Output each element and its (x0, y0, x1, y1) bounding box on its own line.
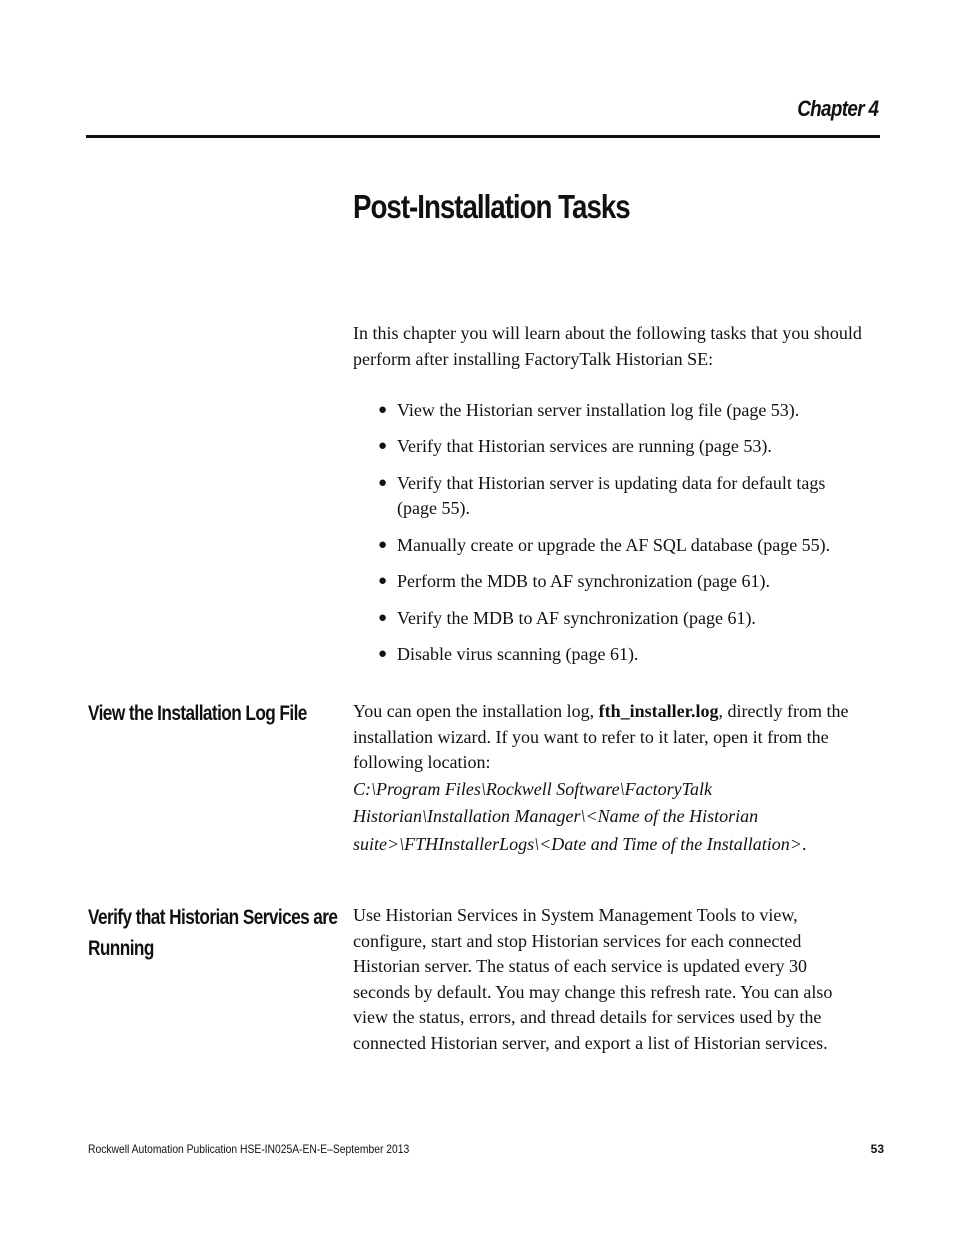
list-item (378, 434, 868, 460)
task-text: Verify that Historian services are running (page 53). (397, 436, 772, 457)
task-text: Manually create or upgrade the AF SQL database (page 55). (397, 534, 831, 555)
bullet-icon: ● (378, 438, 388, 455)
task-text: Disable virus scanning (page 61). (397, 643, 639, 664)
task-text: Verify the MDB to AF synchronization (page 61). (397, 607, 756, 628)
section-body-services: Use Historian Services in System Management Tools to view, configure, start and stop Historian services for each connected Historian server. The status of each service is updated every 30 seconds by default. You may change this refresh rate. You can also view the status, errors, and thread details for services used by the connected Historian server, and export a list of Historian services. (353, 905, 833, 1053)
footer-publication: Rockwell Automation Publication HSE-IN025A-EN-E–September 2013 (88, 1142, 410, 1156)
task-text: Perform the MDB to AF synchronization (page 61). (397, 571, 770, 592)
bullet-icon: ● (378, 573, 388, 590)
page-number: 53 (870, 1142, 884, 1156)
chapter-rule (86, 135, 880, 138)
log-text-before: You can open the installation log, (353, 701, 599, 721)
intro-paragraph: In this chapter you will learn about the following tasks that you should perform after installing FactoryTalk Historian SE: (353, 323, 862, 369)
task-text: View the Historian server installation log file (page 53). (397, 400, 800, 420)
list-item (378, 533, 868, 559)
log-filename: fth_installer.log (598, 701, 719, 721)
section-heading-services: Verify that Historian Services are Running (88, 906, 338, 960)
bullet-icon: ● (378, 609, 388, 626)
bullet-icon: ● (378, 645, 388, 662)
bullet-icon: ● (378, 402, 388, 418)
list-item (378, 569, 868, 595)
section-body-log-file (353, 699, 863, 858)
page-title: Post-Installation Tasks (353, 188, 630, 225)
bullet-icon: ● (378, 474, 388, 491)
task-list (378, 398, 868, 678)
section-heading-log-file: View the Installation Log File (88, 702, 307, 725)
chapter-label: Chapter 4 (796, 96, 878, 121)
task-text: Verify that Historian server is updating data for default tags (page 55). (397, 472, 826, 519)
bullet-icon: ● (378, 536, 388, 553)
list-item (378, 398, 868, 424)
log-path: C:\Program Files\Rockwell Software\FactoryTalk Historian\Installation Manager\<Name of the Historian suite>\FTHInstallerLogs\<Date and Time of the Installation> (353, 778, 802, 854)
log-path-end: . (801, 833, 807, 854)
list-item (378, 606, 868, 632)
log-text-after: , directly from the installation wizard. If you want to refer to it later, open it from the following location: (353, 701, 849, 773)
list-item (378, 471, 868, 522)
list-item (378, 642, 868, 668)
